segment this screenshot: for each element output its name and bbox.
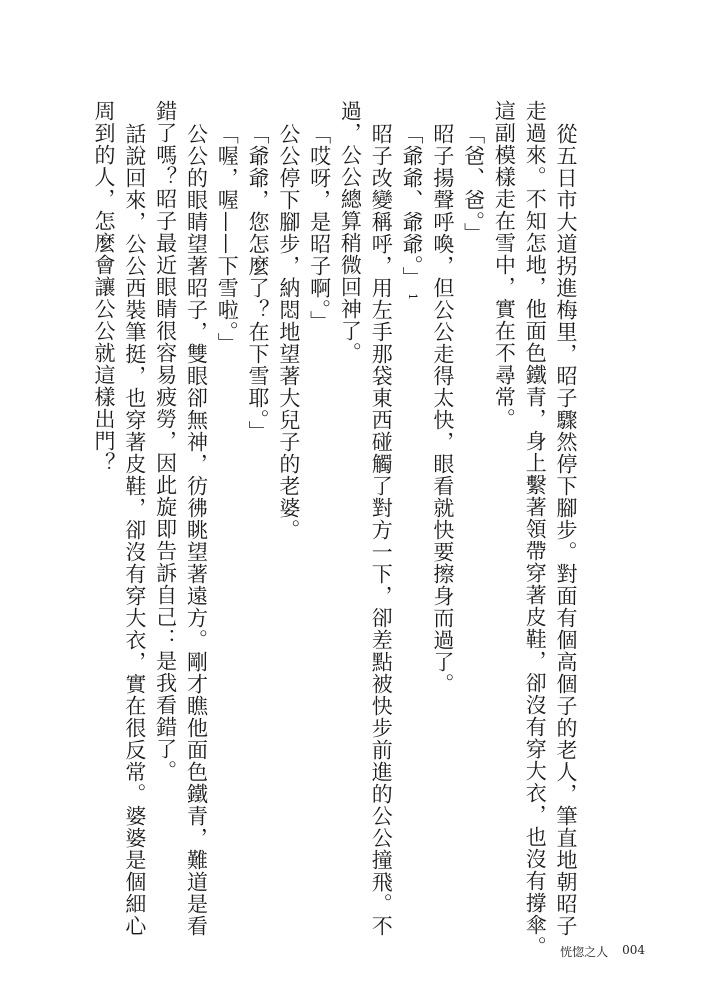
text-column-7: 昭子改變稱呼，用左手那袋東西碰觸了對方一下，卻差點被快步前進的公公撞飛。不 bbox=[369, 123, 394, 937]
text-column-15: 話說回來，公公西裝筆挺，也穿著皮鞋，卻沒有穿大衣，實在很反常。婆婆是個細心 bbox=[122, 123, 147, 937]
footnote-marker: 1 bbox=[406, 292, 420, 301]
text-column-2: 走過來。不知怎地，他面色鐵青，身上繫著領帶穿著皮鞋，卻沒有穿大衣，也沒有撐傘。 bbox=[523, 100, 548, 958]
text-column-10: 公公停下腳步，納悶地望著大兒子的老婆。 bbox=[276, 123, 301, 541]
text-column-11: 「爺爺，您怎麼了？在下雪耶。」 bbox=[246, 123, 271, 443]
text-column-9: 「哎呀，是昭子啊。」 bbox=[307, 123, 332, 333]
text-column-14: 錯了嗎？昭子最近眼睛很容易疲勞，因此旋即告訴自己：是我看錯了。 bbox=[153, 100, 178, 782]
vertical-text-body bbox=[88, 100, 581, 958]
text-column-16: 周到的人，怎麼會讓公公就這樣出門？ bbox=[92, 100, 117, 474]
running-title: 恍惚之人 bbox=[560, 945, 609, 959]
text-column-13: 公公的眼睛望著昭子，雙眼卻無神，彷彿眺望著遠方。剛才瞧他面色鐵青，難道是看 bbox=[184, 123, 209, 937]
text-column-4: 「爸、爸。」 bbox=[461, 123, 486, 245]
page-number: 004 bbox=[622, 943, 645, 957]
text-column-1: 從五日市大道拐進梅里，昭子驟然停下腳步。對面有個高個子的老人，筆直地朝昭子 bbox=[554, 123, 578, 937]
text-column-12: 「喔，喔——下雪啦。」 bbox=[215, 123, 240, 355]
text-column-5: 昭子揚聲呼喚，但公公走得太快，眼看就快要擦身而過了。 bbox=[430, 123, 455, 695]
text-column-3: 這副模樣走在雪中，實在不尋常。 bbox=[492, 100, 517, 430]
page-footer bbox=[560, 943, 645, 960]
text-column-8: 過，公公總算稍微回神了。 bbox=[338, 100, 363, 364]
text-column-6 bbox=[396, 100, 427, 860]
dialogue-text: 「爺爺、爺爺。」 bbox=[400, 123, 425, 289]
